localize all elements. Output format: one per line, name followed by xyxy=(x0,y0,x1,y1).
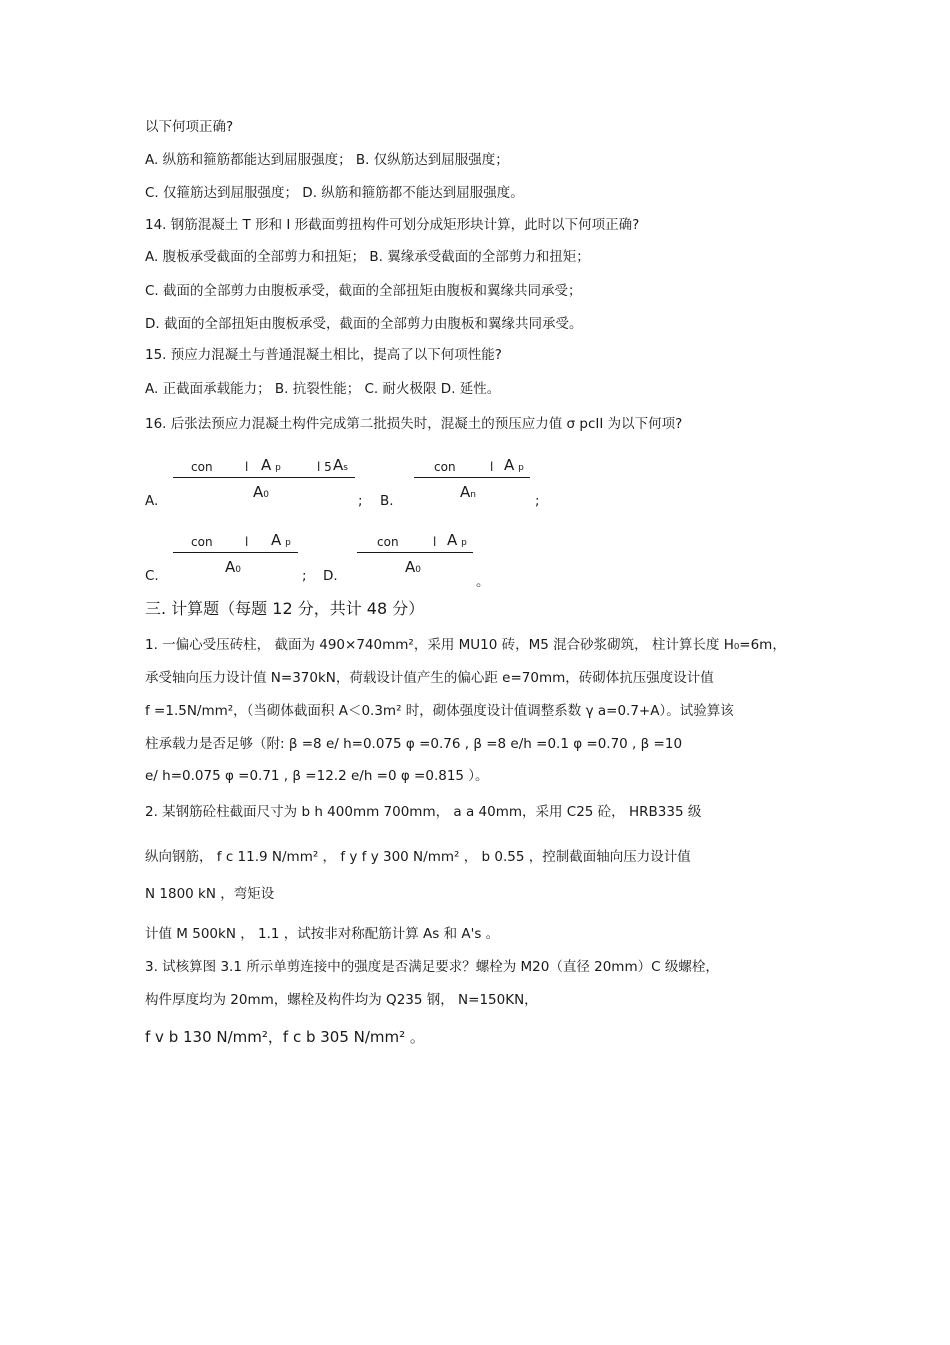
calc-3-line-1: 3. 试核算图 3.1 所示单剪连接中的强度是否满足要求？螺栓为 M20（直径 20mm）C 级螺栓， xyxy=(145,959,719,975)
q14-option-d: D. 截面的全部扭矩由腹板承受，截面的全部剪力由腹板和翼缘共同承受。 xyxy=(145,316,583,332)
q16-option-a-label: A. xyxy=(145,493,159,509)
question-15: 15. 预应力混凝土与普通混凝土相比，提高了以下何项性能? xyxy=(145,347,502,363)
section-3-heading: 三. 计算题（每题 12 分，共计 48 分） xyxy=(145,599,425,618)
calc-2-line-4: 计值 M 500kN ， 1.1 ，试按非对称配筋计算 As 和 A's 。 xyxy=(145,926,500,942)
q16-end-mark: 。 xyxy=(476,574,490,590)
question-16: 16. 后张法预应力混凝土构件完成第二批损失时，混凝土的预压应力值 σ pcII 为以下何项? xyxy=(145,416,683,432)
q13-options-cd: C. 仅箍筋达到屈服强度； D. 纵筋和箍筋都不能达到屈服强度。 xyxy=(145,185,524,201)
q16-sep-cd: ; xyxy=(302,568,307,584)
q15-options: A. 正截面承载能力； B. 抗裂性能； C. 耐火极限 D. 延性。 xyxy=(145,381,501,397)
q16-sep-ab: ; xyxy=(358,493,363,509)
q13-options-ab: A. 纵筋和箍筋都能达到屈服强度； B. 仅纵筋达到屈服强度； xyxy=(145,152,509,168)
calc-3-line-2: 构件厚度均为 20mm，螺栓及构件均为 Q235 钢， N=150KN， xyxy=(145,992,538,1008)
q16-option-b-formula: con l A p An xyxy=(414,452,530,512)
calc-1-line-3: f =1.5N/mm²，（当砌体截面积 A＜0.3m² 时，砌体强度设计值调整系数 γ a=0.7+A）。试验算该 xyxy=(145,703,734,719)
calc-1-line-4: 柱承载力是否足够（附: β =8 e/ h=0.075 φ =0.76 , β =8 e/h =0.1 φ =0.70 , β =10 xyxy=(145,736,683,752)
q16-option-b-label: B. xyxy=(380,493,394,509)
q14-options-ab: A. 腹板承受截面的全部剪力和扭矩； B. 翼缘承受截面的全部剪力和扭矩； xyxy=(145,249,590,265)
calc-1-line-5: e/ h=0.075 φ =0.71 , β =12.2 e/h =0 φ =0.815 ）。 xyxy=(145,768,489,784)
calc-2-line-1: 2. 某钢筋砼柱截面尺寸为 b h 400mm 700mm， a a 40mm，采用 C25 砼， HRB335 级 xyxy=(145,804,702,820)
q16-option-c-label: C. xyxy=(145,568,159,584)
calc-1-line-2: 承受轴向压力设计值 N=370kN，荷载设计值产生的偏心距 e=70mm，砖砌体抗压强度设计值 xyxy=(145,670,714,686)
q16-option-a-formula: con l A p l 5 As A0 xyxy=(173,452,355,512)
q16-option-d-formula: con l A p A0 xyxy=(357,527,473,587)
q16-option-d-label: D. xyxy=(323,568,338,584)
q16-sep-b: ; xyxy=(535,493,540,509)
calc-1-line-1: 1. 一偏心受压砖柱， 截面为 490×740mm²，采用 MU10 砖，M5 混合砂浆砌筑， 柱计算长度 H₀=6m， xyxy=(145,637,786,653)
question-13-continuation: 以下何项正确? xyxy=(145,119,234,135)
calc-3-line-3: f v b 130 N/mm²，f c b 305 N/mm² 。 xyxy=(145,1028,425,1046)
question-14: 14. 钢筋混凝土 T 形和 I 形截面剪扭构件可划分成矩形块计算，此时以下何项正确? xyxy=(145,217,640,233)
q14-option-c: C. 截面的全部剪力由腹板承受，截面的全部扭矩由腹板和翼缘共同承受； xyxy=(145,283,582,299)
q16-option-c-formula: con l A p A0 xyxy=(173,527,298,587)
calc-2-line-3: N 1800 kN ，弯矩设 xyxy=(145,886,275,902)
calc-2-line-2: 纵向钢筋， f c 11.9 N/mm² ， f y f y 300 N/mm² ， b 0.55 ，控制截面轴向压力设计值 xyxy=(145,849,691,865)
